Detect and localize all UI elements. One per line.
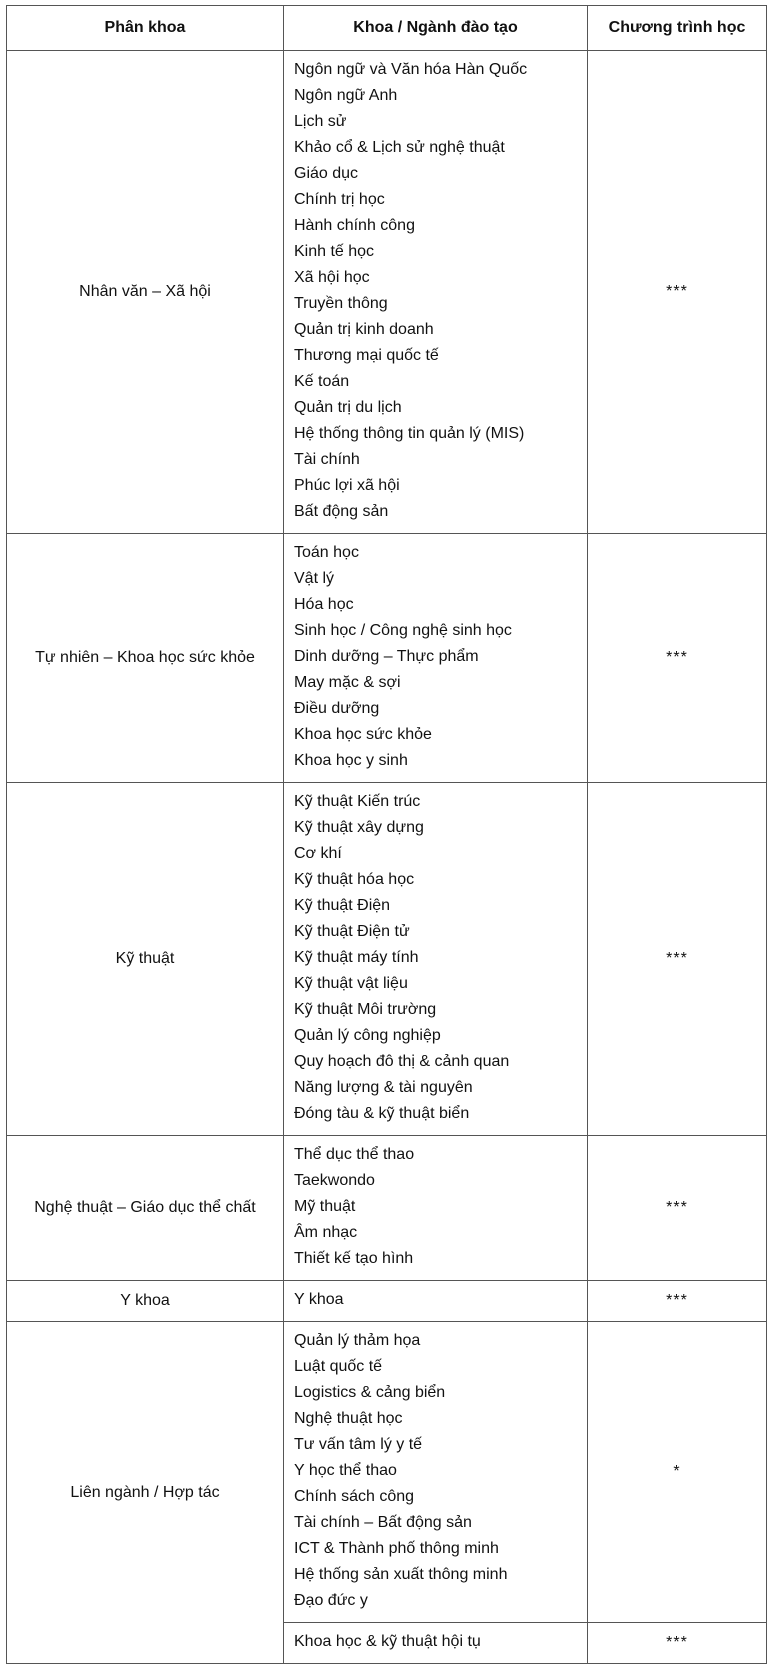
program-cell: *** bbox=[588, 1623, 767, 1664]
major-item: Kinh tế học bbox=[294, 243, 375, 260]
major-item: Kỹ thuật Môi trường bbox=[294, 1001, 437, 1018]
major-item: Thương mại quốc tế bbox=[294, 347, 439, 364]
major-item: Xã hội học bbox=[294, 269, 370, 286]
major-item: Âm nhạc bbox=[294, 1224, 358, 1241]
major-item: Ngôn ngữ Anh bbox=[294, 87, 398, 104]
faculty-cell: Kỹ thuật bbox=[7, 783, 284, 1136]
program-cell: *** bbox=[588, 1281, 767, 1322]
major-item: Bất động sản bbox=[294, 503, 389, 520]
majors-cell bbox=[284, 1322, 588, 1623]
majors-cell bbox=[284, 51, 588, 534]
major-item: Tư vấn tâm lý y tế bbox=[294, 1436, 423, 1453]
program-cell: *** bbox=[588, 51, 767, 534]
major-item: Giáo dục bbox=[294, 165, 359, 182]
faculty-cell: Nghệ thuật – Giáo dục thể chất bbox=[7, 1136, 284, 1281]
header-faculty: Phân khoa bbox=[7, 6, 284, 51]
major-item: Hệ thống thông tin quản lý (MIS) bbox=[294, 425, 525, 442]
major-item: Lịch sử bbox=[294, 113, 347, 130]
major-item: Khoa học sức khỏe bbox=[294, 726, 432, 743]
group-row bbox=[7, 51, 767, 534]
major-item: Kỹ thuật vật liệu bbox=[294, 975, 408, 992]
major-item: Thể dục thể thao bbox=[294, 1146, 415, 1163]
major-item: Khảo cổ & Lịch sử nghệ thuật bbox=[294, 139, 505, 156]
major-item: Y học thể thao bbox=[294, 1462, 397, 1479]
program-cell: *** bbox=[588, 783, 767, 1136]
majors-cell bbox=[284, 783, 588, 1136]
major-item: Đóng tàu & kỹ thuật biển bbox=[294, 1105, 470, 1122]
major-item: Kế toán bbox=[294, 373, 350, 390]
header-program: Chương trình học bbox=[588, 6, 767, 51]
faculty-cell: Liên ngành / Hợp tác bbox=[7, 1322, 284, 1664]
header-row bbox=[7, 6, 767, 51]
faculty-majors-table bbox=[6, 5, 767, 1664]
major-item: Taekwondo bbox=[294, 1172, 375, 1189]
major-item: Hệ thống sản xuất thông minh bbox=[294, 1566, 508, 1583]
major-item: Truyền thông bbox=[294, 295, 388, 312]
major-item: May mặc & sợi bbox=[294, 674, 401, 691]
faculty-cell: Tự nhiên – Khoa học sức khỏe bbox=[7, 534, 284, 783]
major-item: Chính trị học bbox=[294, 191, 385, 208]
major-item: Quản lý công nghiệp bbox=[294, 1027, 441, 1044]
major-item: Tài chính bbox=[294, 451, 360, 468]
major-item: Phúc lợi xã hội bbox=[294, 477, 400, 494]
majors-cell bbox=[284, 1136, 588, 1281]
faculty-cell: Nhân văn – Xã hội bbox=[7, 51, 284, 534]
major-item: Kỹ thuật hóa học bbox=[294, 871, 415, 888]
major-item: Quản lý thảm họa bbox=[294, 1332, 421, 1349]
majors-cell bbox=[284, 534, 588, 783]
major-item: Điều dưỡng bbox=[294, 700, 380, 717]
major-item: Chính sách công bbox=[294, 1488, 415, 1505]
major-item: Quản trị kinh doanh bbox=[294, 321, 434, 338]
group-row bbox=[7, 783, 767, 1136]
major-item: Quản trị du lịch bbox=[294, 399, 402, 416]
program-cell: *** bbox=[588, 534, 767, 783]
major-item: Hành chính công bbox=[294, 217, 415, 234]
major-item: Hóa học bbox=[294, 596, 354, 613]
major-item: Kỹ thuật máy tính bbox=[294, 949, 419, 966]
major-item: Dinh dưỡng – Thực phẩm bbox=[294, 648, 479, 665]
header-majors: Khoa / Ngành đào tạo bbox=[284, 6, 588, 51]
group-row bbox=[7, 1136, 767, 1281]
major-item: Khoa học y sinh bbox=[294, 752, 408, 769]
major-item: Năng lượng & tài nguyên bbox=[294, 1079, 473, 1096]
major-item: Vật lý bbox=[294, 570, 335, 587]
major-item: Toán học bbox=[294, 544, 359, 561]
major-item: Logistics & cảng biển bbox=[294, 1384, 446, 1401]
major-item: Luật quốc tế bbox=[294, 1358, 383, 1375]
major-item: Y khoa bbox=[294, 1291, 344, 1308]
major-item: Kỹ thuật Điện bbox=[294, 897, 391, 914]
group-row bbox=[7, 1281, 767, 1322]
major-item: Tài chính – Bất động sản bbox=[294, 1514, 472, 1531]
major-item: Ngôn ngữ và Văn hóa Hàn Quốc bbox=[294, 61, 528, 78]
major-item: Khoa học & kỹ thuật hội tụ bbox=[294, 1633, 481, 1650]
group-row bbox=[7, 1322, 767, 1623]
group-row bbox=[7, 534, 767, 783]
major-item: Kỹ thuật Điện tử bbox=[294, 923, 410, 940]
program-cell: * bbox=[588, 1322, 767, 1623]
major-item: Kỹ thuật Kiến trúc bbox=[294, 793, 421, 810]
major-item: Quy hoạch đô thị & cảnh quan bbox=[294, 1053, 510, 1070]
major-item: Mỹ thuật bbox=[294, 1198, 356, 1215]
program-cell: *** bbox=[588, 1136, 767, 1281]
major-item: Nghệ thuật học bbox=[294, 1410, 403, 1427]
major-item: Cơ khí bbox=[294, 845, 342, 862]
major-item: Kỹ thuật xây dựng bbox=[294, 819, 424, 836]
major-item: ICT & Thành phố thông minh bbox=[294, 1540, 499, 1557]
major-item: Đạo đức y bbox=[294, 1592, 368, 1609]
faculty-cell: Y khoa bbox=[7, 1281, 284, 1322]
major-item: Sinh học / Công nghệ sinh học bbox=[294, 622, 512, 639]
majors-cell bbox=[284, 1281, 588, 1322]
major-item: Thiết kế tạo hình bbox=[294, 1250, 414, 1267]
